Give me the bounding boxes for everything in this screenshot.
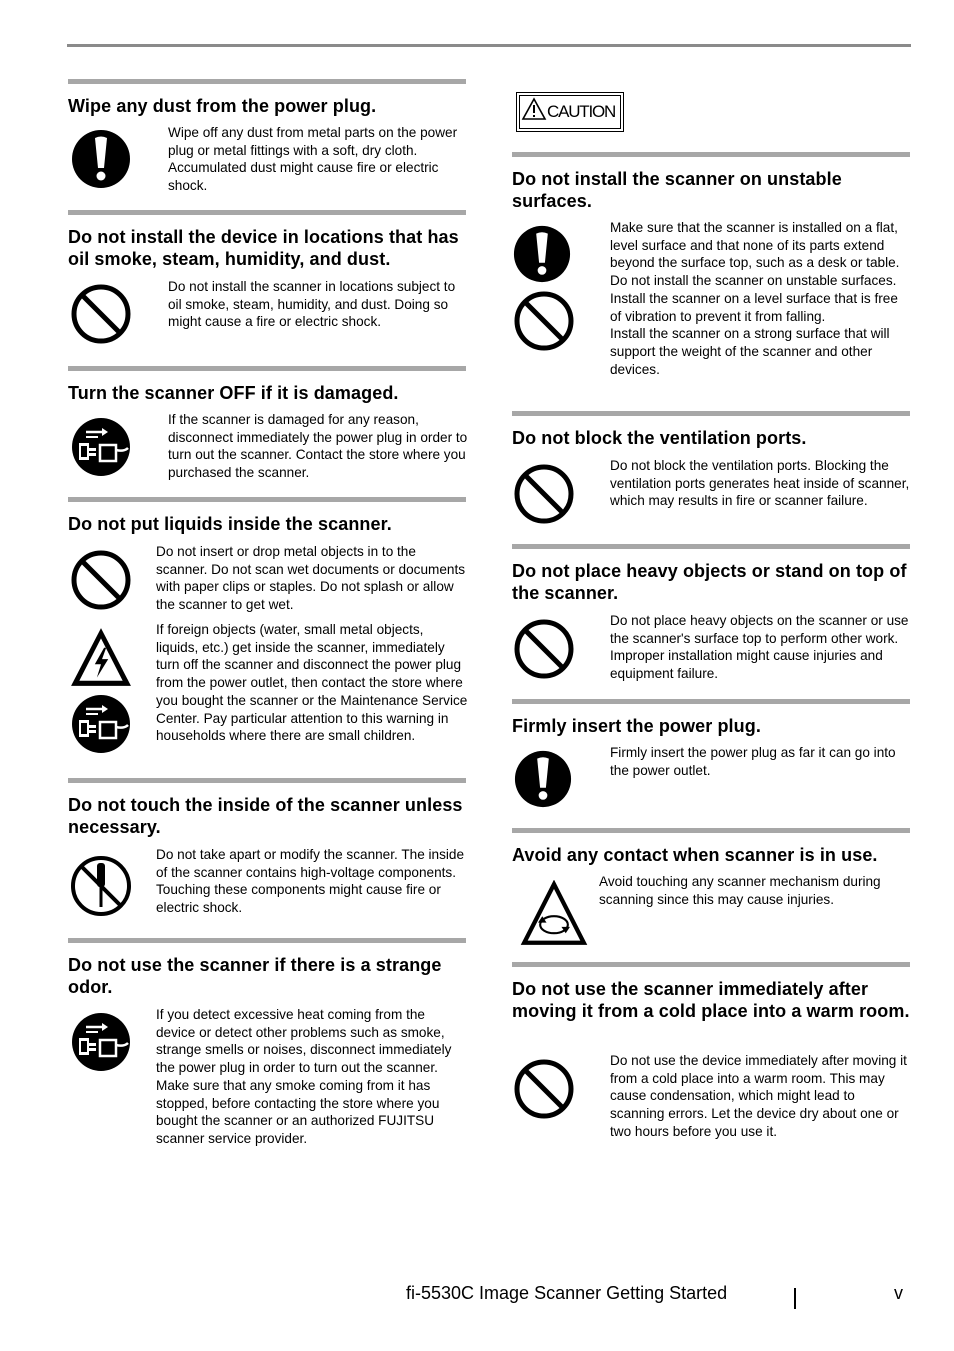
exclamation-circle-icon [70,128,132,190]
caution-text: CAUTION [547,102,616,121]
section-body: Do not take apart or modify the scanner. The inside of the scanner contains high-voltage components. Touching these components might cause fire or electric shock. [156,847,465,916]
unplug-icon [70,416,132,478]
section-title: Do not touch the inside of the scanner unless necessary. [68,795,463,837]
footer-title: fi-5530C Image Scanner Getting Started [406,1283,728,1303]
section-title: Do not put liquids inside the scanner. [68,514,392,534]
section-title: Firmly insert the power plug. [512,716,761,736]
rotating-parts-warning-icon [518,880,590,946]
section-divider [512,962,910,967]
section-body: Do not place heavy objects on the scanner or use the scanner's surface top to perform other work. Improper installation might cause injuries and equipment failure. [610,613,909,682]
section-title: Do not use the scanner if there is a strange odor. [68,955,442,997]
section-title: Do not install the scanner on unstable surfaces. [512,169,842,211]
section-body-secondary: If foreign objects (water, small metal objects, liquids, etc.) get inside the scanner, immediately turn off the scanner and disconnect the power plug from the power outlet, then contact the store where you bought the scanner or the Maintenance Service Center. Pay particular attention to this warning in households where there are small children. [156,622,468,744]
page-number: v [894,1283,903,1303]
warning-triangle-icon [521,97,547,121]
no-disassembly-icon [70,855,132,917]
section-body: Do not install the scanner in locations subject to oil smoke, steam, humidity, and dust. Doing so might cause a fire or electric shock. [168,279,456,330]
section-divider [68,938,466,943]
electric-shock-warning-icon [69,625,133,689]
caution-label [516,92,624,132]
footer-divider [794,1288,796,1309]
section-body: If the scanner is damaged for any reason, disconnect immediately the power plug in order to turn out the scanner. Contact the store where you purchased the scanner. [168,412,468,481]
section-body: Do not use the device immediately after moving it from a cold place into a warm room. This may cause condensation, which might lead to scanning errors. Let the device dry about one or two hours before you use it. [610,1053,907,1139]
section-divider [68,366,466,371]
section-title: Turn the scanner OFF if it is damaged. [68,383,399,403]
prohibition-circle-icon [70,549,132,611]
section-divider [512,411,910,416]
section-title: Avoid any contact when scanner is in use. [512,845,878,865]
section-title: Do not block the ventilation ports. [512,428,807,448]
prohibition-circle-icon [513,618,575,680]
prohibition-circle-icon [513,463,575,525]
section-divider [68,778,466,783]
section-body [610,219,912,378]
section-divider [68,210,466,215]
unplug-icon [70,693,132,755]
section-body: If you detect excessive heat coming from the device or detect other problems such as smoke, strange smells or noises, disconnect immediately the power plug in order to turn out the scanner. Make sure that any smoke coming from it has stopped, before contacting the store where you bought the scanner or an authorized FUJITSU scanner service provider. [156,1007,452,1146]
section-title: Do not use the scanner immediately after moving it from a cold place into a warm room. [512,979,910,1021]
exclamation-circle-icon [512,224,572,284]
prohibition-circle-icon [70,283,132,345]
section-divider [512,152,910,157]
section-divider [512,828,910,833]
section-body: Firmly insert the power plug as far it can go into the power outlet. [610,745,896,778]
header-rule [67,44,911,47]
section-body: Do not insert or drop metal objects in to the scanner. Do not scan wet documents or documents with paper clips or staples. Do not splash or allow the scanner to get wet. [156,544,466,613]
section-divider [68,79,466,84]
section-divider [512,544,910,549]
section-divider [68,497,466,502]
section-title: Do not install the device in locations that has oil smoke, steam, humidity, and dust. [68,227,459,269]
section-body-paragraph: Make sure that the scanner is installed on a flat, level surface and that none of its parts extend beyond the surface top, such as a desk or table. Do not install the scanner on unstable surfaces. Install the scanner on a level surface that is free of vibration to prevent it from falling. [610,220,900,324]
section-title: Wipe any dust from the power plug. [68,96,377,116]
section-body: Avoid touching any scanner mechanism during scanning since this may cause injuries. [599,874,881,907]
prohibition-circle-icon [513,1058,575,1120]
exclamation-circle-icon [513,749,573,809]
section-body: Do not block the ventilation ports. Blocking the ventilation ports generates heat inside of scanner, which may results in fire or scanner failure. [610,458,910,509]
prohibition-circle-icon [513,290,575,352]
section-body-paragraph: Install the scanner on a strong surface that will support the weight of the scanner and other devices. [610,326,890,377]
section-body: Wipe off any dust from metal parts on the power plug or metal fittings with a soft, dry cloth. Accumulated dust might cause fire or electric shock. [168,125,458,194]
section-divider [512,699,910,704]
unplug-icon [70,1011,132,1073]
section-title: Do not place heavy objects or stand on top of the scanner. [512,561,907,603]
